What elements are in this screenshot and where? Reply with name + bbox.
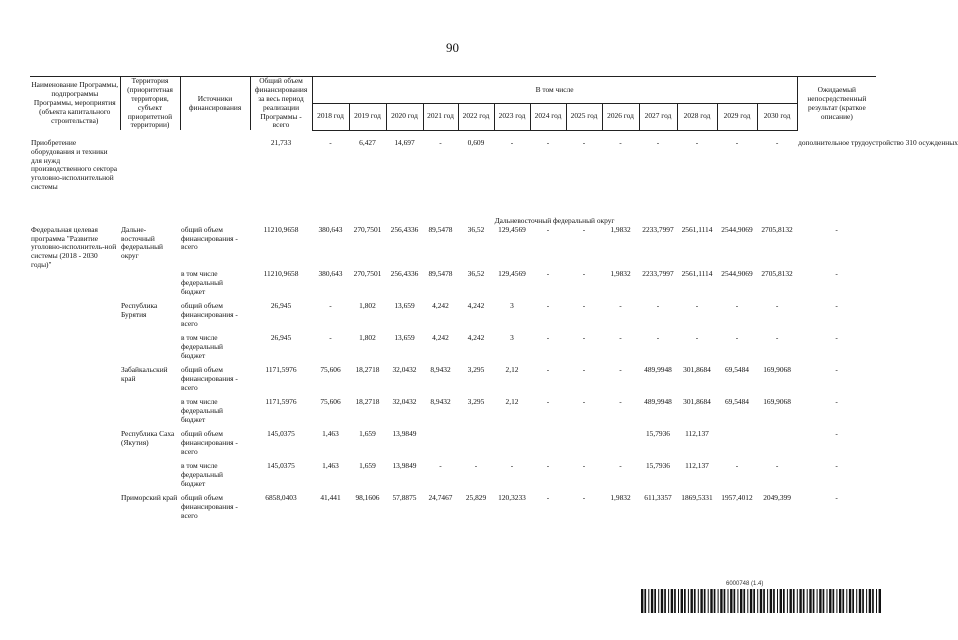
row-value: 4,242 <box>432 333 449 342</box>
table-row <box>30 430 876 462</box>
barcode-bar <box>809 589 811 613</box>
barcode-bar <box>846 589 847 613</box>
barcode-bar <box>724 589 726 613</box>
row-value: 2,12 <box>505 397 519 406</box>
row-value: 4,242 <box>467 301 485 310</box>
row-value: 25,829 <box>465 493 487 502</box>
row-value: 301,8684 <box>683 397 711 406</box>
row-name <box>30 270 120 302</box>
row-value <box>458 430 494 462</box>
row-value: 1,463 <box>322 461 339 470</box>
row-value: - <box>619 397 622 406</box>
header-result: Ожидаемый непосредственный результат (краткое описание) <box>797 77 876 131</box>
row-value: 489,9948 <box>644 365 672 374</box>
barcode-bar <box>872 589 874 613</box>
row-value: 32,0432 <box>392 397 417 406</box>
barcode-bar <box>797 589 798 613</box>
row-source <box>180 139 250 217</box>
row-value: 1957,4012 <box>721 493 753 502</box>
row-value <box>602 430 639 462</box>
row-value: 8,9432 <box>430 397 451 406</box>
barcode-bar <box>730 589 732 613</box>
row-value: 380,643 <box>318 224 343 234</box>
row-name <box>30 366 120 398</box>
row-value: 2233,7997 <box>642 269 674 278</box>
barcode-bar <box>763 589 765 613</box>
row-value: - <box>582 461 586 470</box>
row-result: - <box>835 365 838 374</box>
row-value: 2561,1114 <box>681 224 713 234</box>
row-total: 21,733 <box>270 137 292 147</box>
row-value: 36,52 <box>467 269 485 278</box>
row-value: - <box>775 461 779 470</box>
row-value: 69,5484 <box>724 397 750 406</box>
row-value: - <box>510 461 514 470</box>
row-value: 1,9832 <box>610 269 631 278</box>
barcode-bar <box>743 589 745 613</box>
row-value <box>566 430 602 462</box>
row-value: - <box>546 224 550 234</box>
page-number: 90 <box>446 40 459 55</box>
row-value: 18,2718 <box>355 365 380 374</box>
row-value: 301,8684 <box>683 365 711 374</box>
barcode-bar <box>852 589 854 613</box>
header-year: 2019 год <box>349 103 386 130</box>
barcode-bar <box>704 589 706 613</box>
row-value: - <box>619 137 622 147</box>
row-value: 2,12 <box>505 365 519 374</box>
barcode-bar <box>829 589 831 613</box>
barcode-bar <box>823 589 825 613</box>
row-value: - <box>582 137 586 147</box>
row-territory: Забайкальский край <box>121 365 168 383</box>
row-value: 6,427 <box>359 137 376 147</box>
row-value: - <box>735 461 739 470</box>
row-name <box>30 302 120 334</box>
header-year: 2027 год <box>639 103 677 130</box>
row-value: - <box>695 301 699 310</box>
row-value: 129,4569 <box>498 269 526 278</box>
row-total: 1171,5976 <box>265 365 297 374</box>
barcode-bar <box>790 589 792 613</box>
row-value: - <box>582 269 586 278</box>
header-year: 2023 год <box>494 103 530 130</box>
row-source: в том числе федеральный бюджет <box>181 333 223 360</box>
row-source: в том числе федеральный бюджет <box>181 269 223 296</box>
barcode-bar <box>641 589 643 613</box>
row-territory: Республика Бурятия <box>121 301 158 319</box>
barcode-bar <box>684 589 686 613</box>
row-source: общий объем финансирования - всего <box>181 365 238 392</box>
row-value: - <box>546 269 550 278</box>
row-value: 1,802 <box>359 333 376 342</box>
barcode-bar <box>783 589 785 613</box>
row-value: - <box>546 301 550 310</box>
barcode-bar <box>678 589 679 613</box>
table-row <box>30 494 876 526</box>
financing-table <box>30 76 958 526</box>
barcode-bar <box>777 589 778 613</box>
table-row <box>30 302 876 334</box>
barcode-bar <box>866 589 867 613</box>
barcode-bar <box>750 589 752 613</box>
barcode-bar <box>700 589 702 613</box>
row-value <box>757 430 797 462</box>
header-year: 2026 год <box>602 103 639 130</box>
barcode-bar <box>842 589 844 613</box>
table-row <box>30 226 876 270</box>
table-row <box>30 270 876 302</box>
row-result: - <box>835 301 838 310</box>
row-source: общий объем финансирования - всего <box>181 224 238 252</box>
row-territory: Приморский край <box>121 493 178 502</box>
row-value: - <box>439 461 442 470</box>
row-value: - <box>474 461 478 470</box>
row-value: 256,4336 <box>390 224 419 234</box>
row-value: - <box>582 493 586 502</box>
row-value: 8,9432 <box>430 365 451 374</box>
row-value <box>717 430 757 462</box>
row-value: 75,606 <box>320 365 341 374</box>
row-value: 24,7467 <box>428 493 453 502</box>
row-value: - <box>619 461 622 470</box>
row-value: - <box>582 333 586 342</box>
header-year: 2025 год <box>566 103 602 130</box>
row-total: 11210,9658 <box>263 269 299 278</box>
row-value: - <box>656 301 660 310</box>
row-value: - <box>329 333 332 342</box>
row-value: 380,643 <box>318 269 343 278</box>
barcode-bar <box>674 589 676 613</box>
row-total: 145,0375 <box>267 429 295 438</box>
row-value: 2049,399 <box>763 493 791 502</box>
row-value: 3,295 <box>467 365 485 374</box>
row-result: - <box>835 224 838 234</box>
row-value: 1,463 <box>322 429 339 438</box>
row-territory <box>120 462 180 494</box>
row-value: 169,9068 <box>763 365 791 374</box>
row-value: 15,7936 <box>645 461 671 470</box>
row-territory: Дальне-восточный федеральный округ <box>121 224 163 261</box>
row-value: - <box>775 137 779 147</box>
barcode-bar <box>661 589 663 613</box>
header-year: 2028 год <box>677 103 717 130</box>
row-total: 6858,0403 <box>265 493 297 502</box>
row-value: 2544,9069 <box>721 269 753 278</box>
table-row <box>30 462 876 494</box>
row-value: - <box>439 137 442 147</box>
header-year: 2030 год <box>757 103 797 130</box>
row-source: общий объем финансирования - всего <box>181 429 238 456</box>
row-name <box>30 462 120 494</box>
row-value: - <box>546 397 550 406</box>
barcode-bar <box>757 589 758 613</box>
row-value: 89,5478 <box>428 269 453 278</box>
barcode-bar <box>734 589 736 613</box>
table-body <box>30 130 958 526</box>
row-result: - <box>835 461 838 470</box>
row-result: дополнительное трудоустройство 310 осужденных <box>798 137 958 147</box>
row-value: - <box>582 301 586 310</box>
row-value: - <box>656 137 660 147</box>
row-value: 3,295 <box>467 397 485 406</box>
barcode-bar <box>747 589 748 613</box>
row-value: 1,9832 <box>610 493 631 502</box>
row-name: Приобретение оборудования и техники для нужд производственного сектора уголовно-исполнительной системы <box>31 137 118 192</box>
row-value: 13,9849 <box>392 429 417 438</box>
row-source: в том числе федеральный бюджет <box>181 397 223 424</box>
row-value: - <box>546 365 550 374</box>
row-territory: Республика Саха (Якутия) <box>121 429 175 447</box>
row-value: 2544,9069 <box>721 224 753 234</box>
row-territory <box>120 270 180 302</box>
header-year: 2020 год <box>386 103 423 130</box>
row-value: - <box>546 461 550 470</box>
row-result: - <box>835 493 838 502</box>
row-value: 18,2718 <box>355 397 380 406</box>
barcode-bar <box>813 589 815 613</box>
header-territory: Территория (приоритетная территория, субъект приоритетной территории) <box>120 77 180 131</box>
row-result: - <box>835 429 838 438</box>
barcode-label: 6000748 (1.4) <box>726 581 764 587</box>
row-value: 75,606 <box>320 397 341 406</box>
row-value: - <box>546 137 550 147</box>
barcode-bar <box>658 589 659 613</box>
barcode <box>641 589 881 613</box>
row-source: в том числе федеральный бюджет <box>181 461 223 488</box>
row-value: - <box>619 301 622 310</box>
barcode-bar <box>668 589 669 613</box>
barcode-bar <box>876 589 877 613</box>
barcode-bar <box>819 589 821 613</box>
row-value: 4,242 <box>432 301 449 310</box>
table-row <box>30 139 876 217</box>
row-value: 15,7936 <box>645 429 671 438</box>
row-total: 1171,5976 <box>265 397 297 406</box>
row-value: - <box>775 333 779 342</box>
barcode-bar <box>720 589 722 613</box>
barcode-bar <box>718 589 719 613</box>
header-year: 2022 год <box>458 103 494 130</box>
row-name <box>30 430 120 462</box>
barcode-bar <box>681 589 683 613</box>
table-row <box>30 334 876 366</box>
row-value: - <box>619 365 622 374</box>
barcode-bar <box>760 589 762 613</box>
row-value: - <box>582 397 586 406</box>
row-value: 2233,7997 <box>642 224 674 234</box>
row-value: - <box>619 333 622 342</box>
table-header <box>30 77 876 131</box>
row-value: 4,242 <box>467 333 485 342</box>
row-value: 120,3233 <box>498 493 526 502</box>
barcode-bar <box>710 589 712 613</box>
row-value: - <box>735 301 739 310</box>
region-heading: Дальневосточный федеральный округ <box>494 215 615 225</box>
row-value: 14,697 <box>394 137 415 147</box>
barcode-bar <box>803 589 805 613</box>
row-value: - <box>695 333 699 342</box>
row-value: - <box>329 137 332 147</box>
barcode-bar <box>787 589 788 613</box>
barcode-bar <box>714 589 716 613</box>
row-value <box>530 430 566 462</box>
barcode-bar <box>859 589 861 613</box>
row-value: - <box>695 137 699 147</box>
row-value: 489,9948 <box>644 397 672 406</box>
row-value <box>494 430 530 462</box>
row-result: - <box>835 269 838 278</box>
barcode-bar <box>773 589 775 613</box>
row-territory <box>120 398 180 430</box>
row-territory <box>120 139 180 217</box>
barcode-bar <box>654 589 656 613</box>
barcode-bar <box>694 589 696 613</box>
barcode-bar <box>688 589 689 613</box>
header-including: В том числе <box>312 77 797 104</box>
barcode-bar <box>839 589 841 613</box>
barcode-bar <box>728 589 729 613</box>
header-year: 2021 год <box>423 103 458 130</box>
barcode-bar <box>740 589 742 613</box>
row-value: 13,659 <box>394 301 415 310</box>
row-value: - <box>329 301 332 310</box>
row-value: - <box>582 365 586 374</box>
row-value: - <box>546 493 550 502</box>
header-year: 2024 год <box>530 103 566 130</box>
row-name: Федеральная целевая программа "Развитие уголовно-исполнитель-ной системы (2018 - 2030 годы)" <box>31 224 117 270</box>
row-value: 112,137 <box>685 461 709 470</box>
row-value: 32,0432 <box>392 365 417 374</box>
row-value: - <box>546 333 550 342</box>
table-row <box>30 398 876 430</box>
barcode-bar <box>780 589 782 613</box>
row-total: 11210,9658 <box>263 224 299 234</box>
row-total: 145,0375 <box>267 461 295 470</box>
row-value: 3 <box>510 333 514 342</box>
barcode-bar <box>698 589 699 613</box>
row-value: 611,3357 <box>644 493 672 502</box>
barcode-bar <box>671 589 673 613</box>
header-total: Общий объем финансирования за весь период реализации Программы - всего <box>250 77 312 131</box>
row-value: - <box>735 333 739 342</box>
row-value: 57,8875 <box>392 493 417 502</box>
barcode-bar <box>836 589 837 613</box>
barcode-bar <box>664 589 666 613</box>
barcode-bar <box>708 589 709 613</box>
barcode-bar <box>833 589 835 613</box>
barcode-bar <box>879 589 881 613</box>
barcode-bar <box>817 589 818 613</box>
row-value: 0,609 <box>467 137 485 147</box>
barcode-bar <box>770 589 772 613</box>
table-row <box>30 366 876 398</box>
barcode-bar <box>869 589 871 613</box>
barcode-bar <box>827 589 828 613</box>
barcode-bar <box>807 589 808 613</box>
row-value: 2705,8132 <box>761 269 793 278</box>
row-territory <box>120 334 180 366</box>
barcode-bar <box>856 589 857 613</box>
header-year: 2029 год <box>717 103 757 130</box>
row-value: 36,52 <box>467 224 485 234</box>
row-value: 270,7501 <box>353 269 382 278</box>
barcode-bar <box>753 589 755 613</box>
row-value: 1,659 <box>359 429 376 438</box>
row-value: 1,802 <box>359 301 376 310</box>
row-value: 3 <box>510 301 514 310</box>
barcode-bar <box>767 589 768 613</box>
row-name <box>30 398 120 430</box>
barcode-bar <box>648 589 649 613</box>
row-result: - <box>835 333 838 342</box>
barcode-bar <box>691 589 693 613</box>
row-value: 129,4569 <box>498 224 526 234</box>
row-value: 2705,8132 <box>761 224 793 234</box>
row-name <box>30 334 120 366</box>
barcode-bar <box>651 589 653 613</box>
barcode-bar <box>793 589 795 613</box>
row-value: - <box>510 137 514 147</box>
row-value: - <box>582 224 586 234</box>
row-value: - <box>775 301 779 310</box>
barcode-bar <box>862 589 864 613</box>
barcode-bar <box>799 589 801 613</box>
row-total: 26,945 <box>270 301 292 310</box>
barcode-bar <box>737 589 738 613</box>
row-value: 98,1606 <box>355 493 380 502</box>
row-value <box>423 430 458 462</box>
row-value: 256,4336 <box>390 269 419 278</box>
barcode-bar <box>644 589 646 613</box>
row-value: 1,9832 <box>610 224 631 234</box>
row-value: 112,137 <box>685 429 709 438</box>
row-value: 69,5484 <box>724 365 750 374</box>
row-value: 270,7501 <box>353 224 382 234</box>
row-value: 1869,5331 <box>681 493 713 502</box>
barcode-bar <box>849 589 851 613</box>
header-year: 2018 год <box>312 103 349 130</box>
row-source: общий объем финансирования - всего <box>181 493 238 520</box>
row-source: общий объем финансирования - всего <box>181 301 238 328</box>
row-value: 89,5478 <box>428 224 453 234</box>
row-value: - <box>656 333 660 342</box>
row-value: 13,659 <box>394 333 415 342</box>
row-value: 41,441 <box>320 493 341 502</box>
header-name: Наименование Программы, подпрограммы Программы, мероприятия (объекта капитального строительства) <box>30 77 120 131</box>
row-value: 169,9068 <box>763 397 791 406</box>
row-name <box>30 494 120 526</box>
row-value: 2561,1114 <box>681 269 713 278</box>
row-value: 13,9849 <box>392 461 417 470</box>
row-value: 1,659 <box>359 461 376 470</box>
row-result: - <box>835 397 838 406</box>
header-sources: Источники финансирования <box>180 77 250 131</box>
row-value: - <box>735 137 739 147</box>
row-total: 26,945 <box>270 333 292 342</box>
